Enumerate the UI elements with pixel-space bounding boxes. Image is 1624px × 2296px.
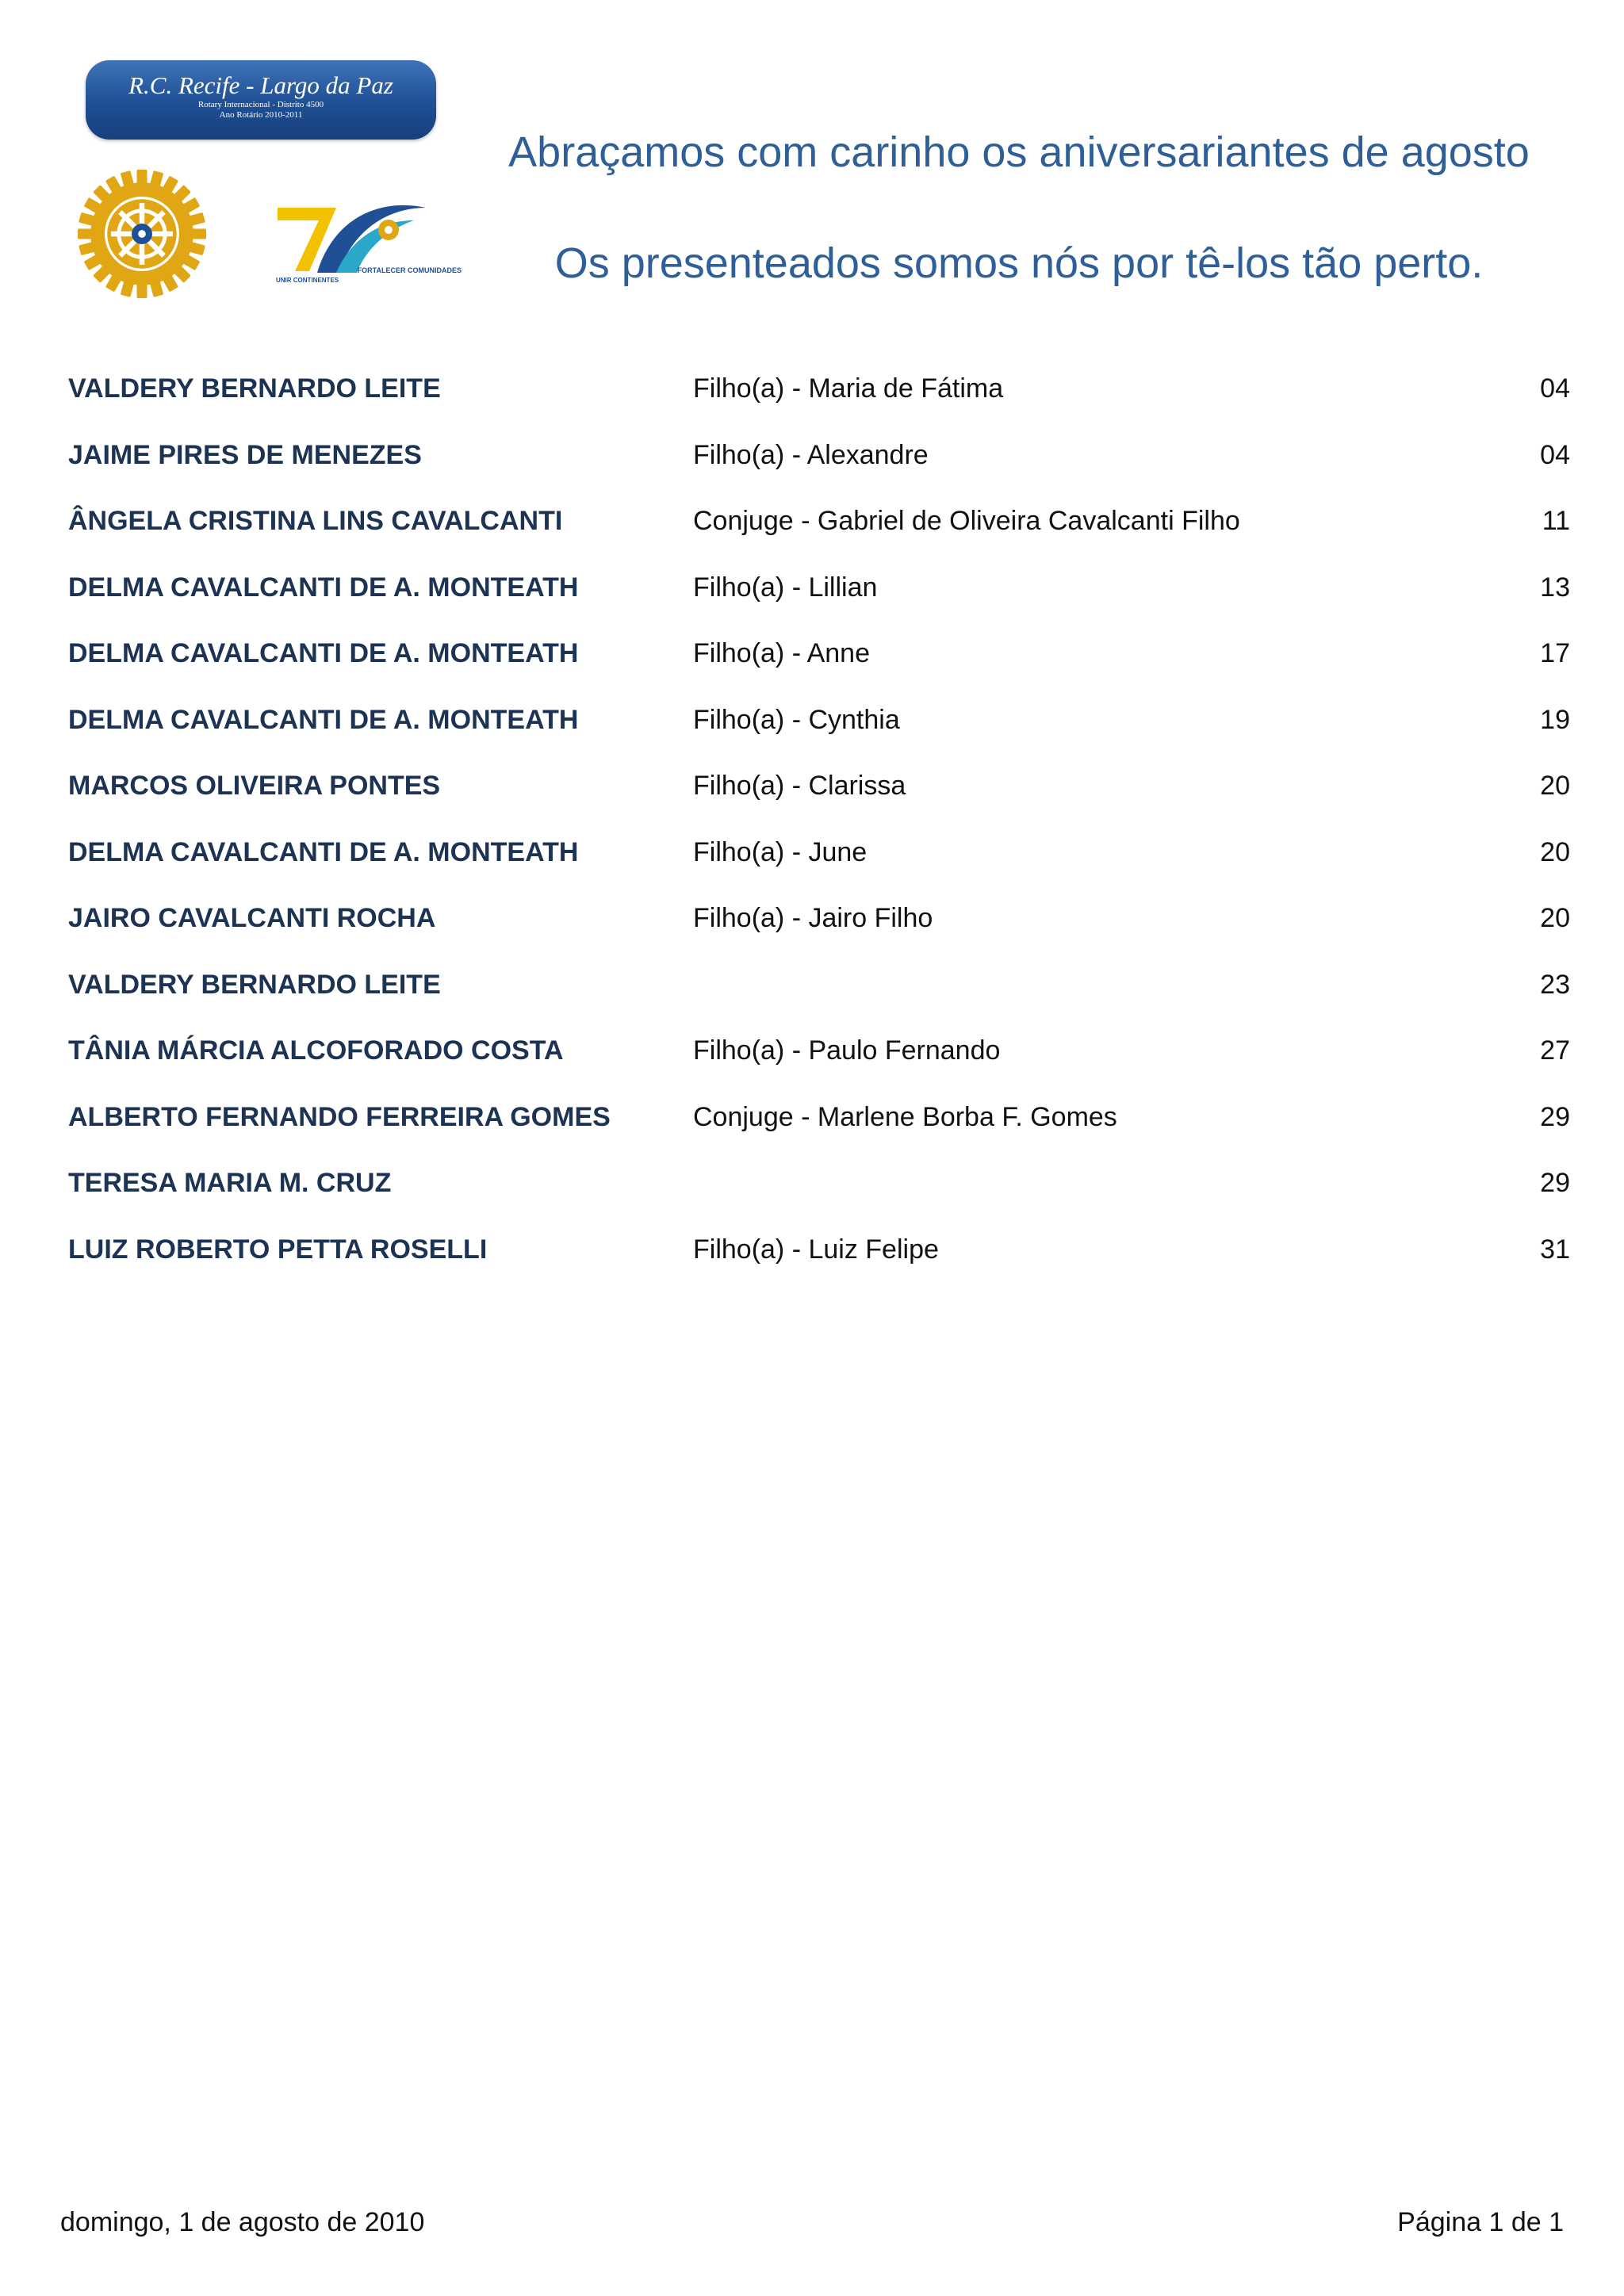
table-row [68,696,1570,763]
relation: Filho(a) - Cynthia [693,704,900,735]
club-logo-district: Rotary Internacional - Distrito 4500 [197,100,324,109]
birthday-day: 13 [1540,572,1570,603]
relation: Filho(a) - Paulo Fernando [693,1035,1001,1066]
table-row [68,497,1570,564]
club-logo-name: R.C. Recife - Largo da Paz [128,71,393,99]
birthday-day: 27 [1540,1035,1570,1066]
table-row [68,1159,1570,1226]
birthday-day: 11 [1542,506,1570,536]
table-row [68,1093,1570,1160]
relation: Filho(a) - Anne [693,638,870,668]
anniversary-logo-line1: FORTALECER COMUNIDADES [357,266,462,274]
table-row [68,1226,1570,1292]
birthday-day: 20 [1540,903,1570,933]
table-row [68,762,1570,828]
member-name: VALDERY BERNARDO LEITE [68,969,441,1000]
member-name: JAIRO CAVALCANTI ROCHA [68,903,436,933]
relation: Conjuge - Marlene Borba F. Gomes [693,1101,1117,1132]
page-number: Página 1 de 1 [1397,2207,1564,2237]
anniversary-logo-icon [263,184,462,290]
table-row [68,365,1570,431]
birthday-day: 31 [1540,1234,1570,1265]
birthday-day: 20 [1540,771,1570,801]
page-subtitle: Os presenteados somos nós por tê-los tão perto. [554,239,1484,287]
table-row [68,1027,1570,1093]
relation: Filho(a) - Maria de Fátima [693,373,1004,404]
table-row [68,431,1570,498]
relation: Filho(a) - June [693,836,868,867]
relation: Filho(a) - Luiz Felipe [693,1234,939,1265]
member-name: DELMA CAVALCANTI DE A. MONTEATH [68,572,579,603]
relation: Filho(a) - Jairo Filho [693,903,933,933]
birthday-list [68,365,1570,1292]
birthday-day: 23 [1540,969,1570,1000]
birthday-day: 19 [1540,704,1570,735]
relation: Filho(a) - Clarissa [693,771,906,801]
member-name: TÂNIA MÁRCIA ALCOFORADO COSTA [68,1035,564,1066]
relation: Conjuge - Gabriel de Oliveira Cavalcanti Filho [693,506,1240,536]
relation: Filho(a) - Alexandre [693,439,929,470]
page-title: Abraçamos com carinho os aniversariantes de agosto [508,128,1530,176]
member-name: VALDERY BERNARDO LEITE [68,373,441,404]
table-row [68,564,1570,630]
birthday-day: 29 [1540,1168,1570,1198]
relation: Filho(a) - Lillian [693,572,878,603]
birthday-day: 17 [1540,638,1570,668]
table-row [68,629,1570,696]
birthday-day: 20 [1540,836,1570,867]
rotary-wheel-icon [78,170,206,298]
member-name: JAIME PIRES DE MENEZES [68,439,422,470]
member-name: TERESA MARIA M. CRUZ [68,1168,392,1198]
birthday-day: 04 [1540,373,1570,404]
birthday-day: 29 [1540,1101,1570,1132]
table-row [68,828,1570,895]
member-name: ÂNGELA CRISTINA LINS CAVALCANTI [68,506,563,536]
birthday-day: 04 [1540,439,1570,470]
club-logo-year: Ano Rotário 2010-2011 [219,110,303,120]
member-name: DELMA CAVALCANTI DE A. MONTEATH [68,836,579,867]
member-name: ALBERTO FERNANDO FERREIRA GOMES [68,1101,611,1132]
table-row [68,961,1570,1027]
member-name: MARCOS OLIVEIRA PONTES [68,771,441,801]
footer-date: domingo, 1 de agosto de 2010 [60,2207,425,2237]
member-name: DELMA CAVALCANTI DE A. MONTEATH [68,638,579,668]
member-name: DELMA CAVALCANTI DE A. MONTEATH [68,704,579,735]
club-logo [86,60,436,140]
table-row [68,894,1570,961]
anniversary-logo-line2: UNIR CONTINENTES [276,277,339,284]
member-name: LUIZ ROBERTO PETTA ROSELLI [68,1234,488,1265]
